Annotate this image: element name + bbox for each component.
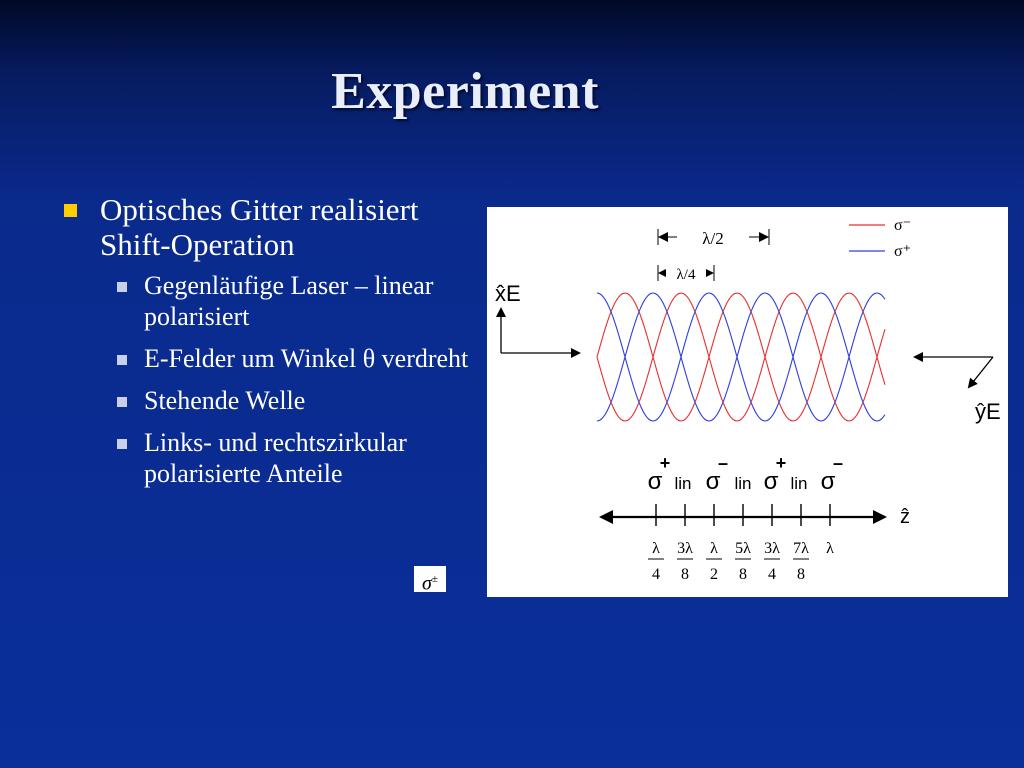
fraction-numerator: λ xyxy=(710,540,718,557)
y-polarization-arrow xyxy=(915,357,1001,424)
sub-bullet-square-icon xyxy=(117,282,127,292)
position-fractions xyxy=(648,540,834,583)
sub-bullet-text: Stehende Welle xyxy=(144,386,306,415)
sub-bullet-text: Links- und rechtszirkular polarisierte Anteile xyxy=(144,428,407,488)
polarization-label: σ xyxy=(705,468,721,495)
polarization-label: σ xyxy=(820,468,836,495)
fraction-denominator: 4 xyxy=(768,566,776,583)
fraction-denominator: 8 xyxy=(739,566,747,583)
lambda-quarter-label: λ/4 xyxy=(676,267,696,283)
sub-bullet-square-icon xyxy=(117,439,127,449)
polarization-sign: – xyxy=(832,453,844,473)
bullet-list xyxy=(62,192,492,500)
sigma-minus-wave xyxy=(597,293,885,421)
z-axis-ticks xyxy=(656,504,830,526)
sub-bullet-item xyxy=(62,385,492,416)
sub-bullet-text: Gegenläufige Laser – linear polarisiert xyxy=(144,271,434,331)
fraction-numerator: λ xyxy=(826,540,834,557)
fraction-denominator: 8 xyxy=(797,566,805,583)
fraction-numerator: λ xyxy=(652,540,660,557)
sigma-plus-wave xyxy=(597,293,885,421)
lambda-half-label: λ/2 xyxy=(702,229,724,248)
sigma-plus-wave-mirror xyxy=(597,293,885,421)
standing-wave-diagram xyxy=(487,207,1008,597)
sigma-symbol: σ xyxy=(422,572,432,595)
sub-bullet-item xyxy=(62,343,492,374)
polarization-labels xyxy=(648,453,843,495)
sigma-superscript: ± xyxy=(431,573,438,585)
fraction-numerator: 5λ xyxy=(735,540,751,557)
polarization-label: σ xyxy=(763,468,779,495)
z-axis-label: ẑ xyxy=(900,506,910,528)
legend-sigma-minus-label: σ⁻ xyxy=(894,217,912,234)
x-field-label: x̂E xyxy=(495,281,521,306)
sub-bullet-item xyxy=(62,270,492,332)
fraction-denominator: 8 xyxy=(681,566,689,583)
sub-bullet-square-icon xyxy=(117,397,127,407)
standing-wave-figure xyxy=(487,207,1008,597)
polarization-sign: + xyxy=(659,453,671,473)
fraction-denominator: 2 xyxy=(710,566,718,583)
fraction-denominator: 4 xyxy=(652,566,660,583)
sub-bullet-item xyxy=(62,427,492,489)
bullet-square-icon xyxy=(64,204,77,217)
z-axis xyxy=(599,506,910,528)
polarization-label: σ xyxy=(647,468,663,495)
sub-bullet-list xyxy=(62,270,492,489)
bullet-item xyxy=(62,192,492,262)
polarization-label: lin xyxy=(734,474,752,493)
x-polarization-arrow xyxy=(495,281,579,353)
polarization-sign: + xyxy=(775,453,787,473)
lambda-quarter-dimension xyxy=(658,265,714,283)
lambda-half-dimension xyxy=(658,229,769,248)
fraction-numerator: 3λ xyxy=(677,540,693,557)
sigma-pm-formula xyxy=(414,566,446,595)
sub-bullet-square-icon xyxy=(117,355,127,365)
fraction-numerator: 3λ xyxy=(764,540,780,557)
sigma-minus-wave-mirror xyxy=(597,293,885,421)
polarization-label: lin xyxy=(790,474,808,493)
legend-sigma-plus-label: σ⁺ xyxy=(894,243,912,260)
legend xyxy=(849,217,911,260)
polarization-label: lin xyxy=(674,474,692,493)
sub-bullet-text: E-Felder um Winkel θ verdreht xyxy=(144,344,469,373)
slide-title: Experiment xyxy=(331,63,599,120)
bullet-text: Optisches Gitter realisiert Shift-Operation xyxy=(100,192,419,262)
polarization-sign: – xyxy=(717,453,729,473)
fraction-numerator: 7λ xyxy=(793,540,809,557)
y-field-label: ŷE xyxy=(975,399,1001,424)
